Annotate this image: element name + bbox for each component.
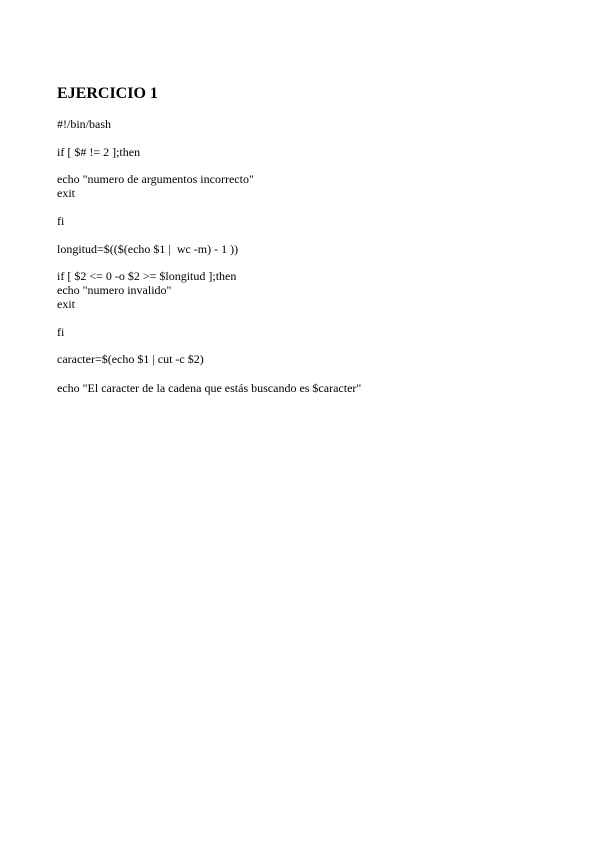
code-line-exit: exit xyxy=(57,297,75,311)
code-line-exit: exit xyxy=(57,186,75,200)
code-line-if-args: if [ $# != 2 ];then xyxy=(57,145,141,159)
code-line-if-range: if [ $2 <= 0 -o $2 >= $longitud ];then xyxy=(57,269,237,283)
code-line-shebang: #!/bin/bash xyxy=(57,117,111,131)
code-line-echo-args-error: echo "numero de argumentos incorrecto" xyxy=(57,172,254,186)
page-title: EJERCICIO 1 xyxy=(57,85,158,102)
code-line-longitud: longitud=$(($(echo $1 | wc -m) - 1 )) xyxy=(57,242,239,256)
code-line-fi: fi xyxy=(57,325,65,339)
code-line-fi: fi xyxy=(57,214,65,228)
code-line-echo-invalid: echo "numero invalido" xyxy=(57,283,172,297)
code-line-caracter: caracter=$(echo $1 | cut -c $2) xyxy=(57,352,204,366)
code-line-echo-result: echo "El caracter de la cadena que estás buscando es $caracter" xyxy=(57,381,362,395)
